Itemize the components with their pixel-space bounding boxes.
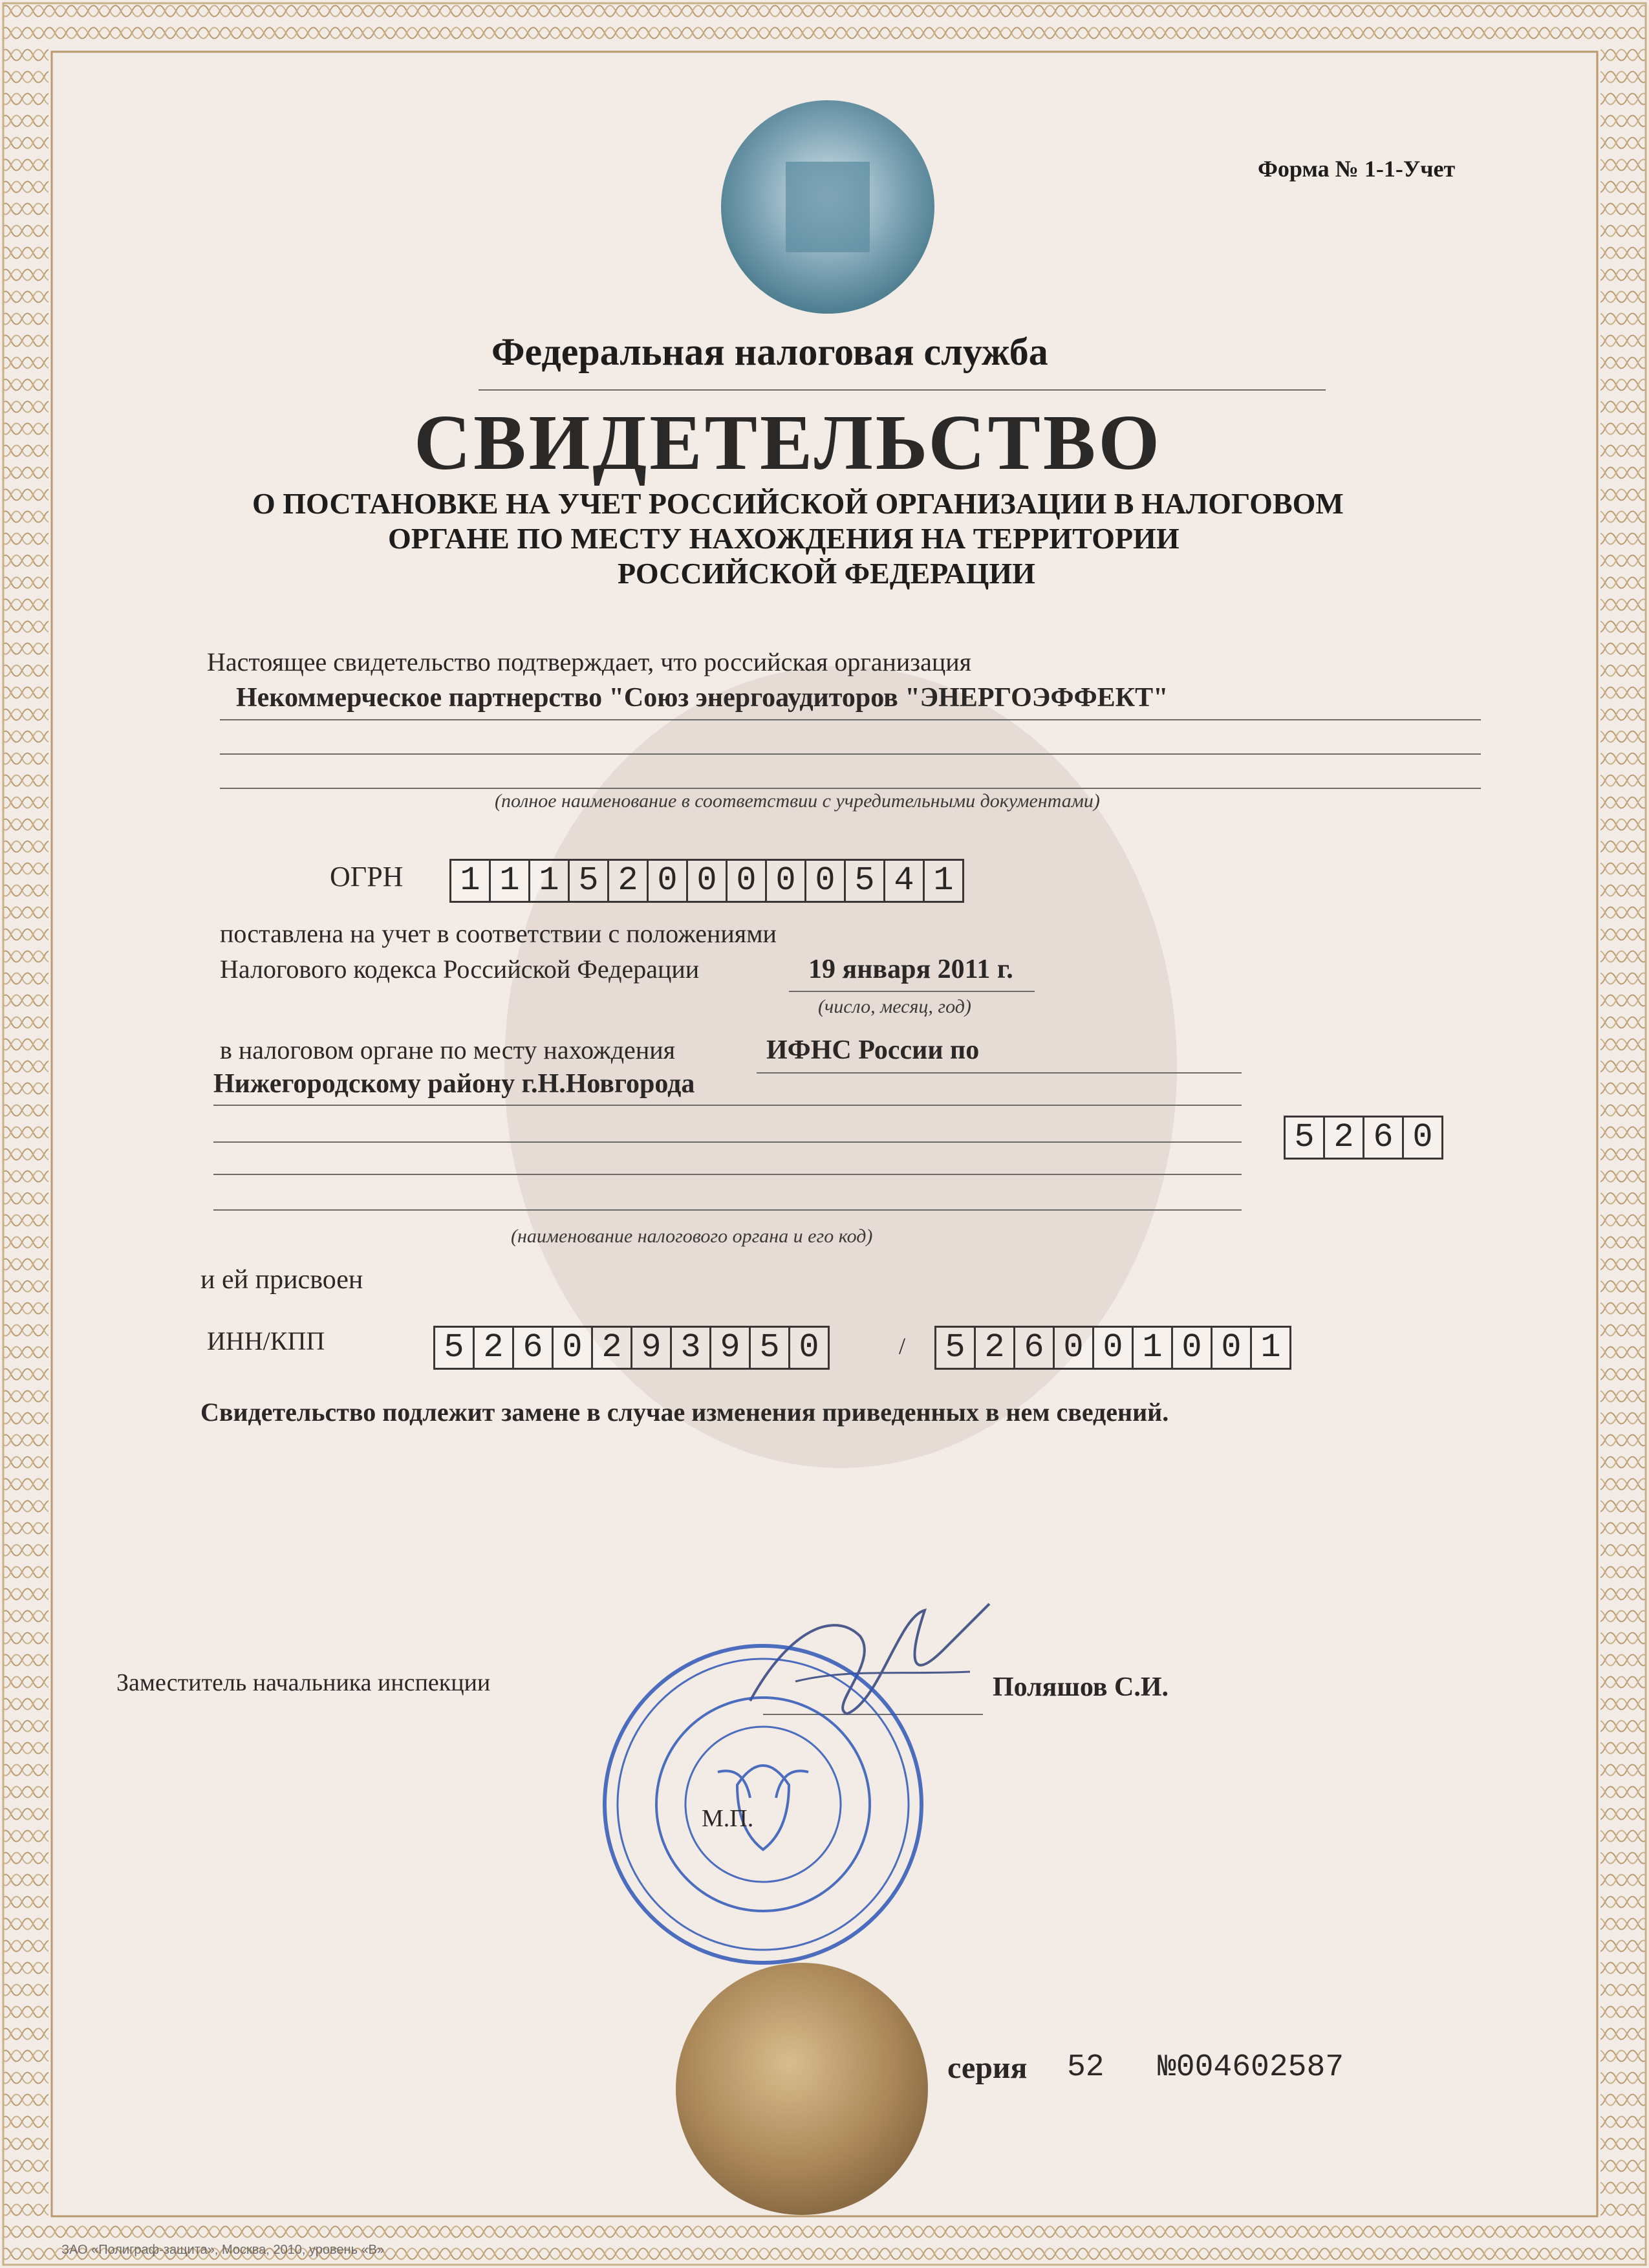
replacement-notice: Свидетельство подлежит замене в случае изменения приведенных в нем сведений. bbox=[200, 1398, 1169, 1427]
agency-name: Федеральная налоговая служба bbox=[491, 330, 1048, 373]
subtitle-line-1: О ПОСТАНОВКЕ НА УЧЕТ РОССИЙСКОЙ ОРГАНИЗАЦИИ В НАЛОГОВОМ bbox=[252, 487, 1344, 520]
registration-date: 19 января 2011 г. bbox=[808, 955, 1013, 984]
kpp-digit: 6 bbox=[1013, 1326, 1055, 1370]
tax-office-line-1: ИФНС России по bbox=[766, 1035, 980, 1065]
inn-digit-boxes bbox=[433, 1326, 828, 1367]
inn-digit: 9 bbox=[709, 1326, 751, 1370]
embossed-seal bbox=[676, 1963, 928, 2215]
kpp-digit: 2 bbox=[974, 1326, 1015, 1370]
certificate-number: №004602587 bbox=[1158, 2050, 1344, 2085]
ogrn-digit: 0 bbox=[765, 859, 806, 903]
ogrn-digit: 2 bbox=[607, 859, 649, 903]
document-title: СВИДЕТЕЛЬСТВО bbox=[414, 399, 1163, 486]
kpp-digit: 1 bbox=[1250, 1326, 1291, 1370]
subtitle-line-2: ОРГАНЕ ПО МЕСТУ НАХОЖДЕНИЯ НА ТЕРРИТОРИИ bbox=[388, 522, 1180, 555]
ogrn-digit: 1 bbox=[449, 859, 491, 903]
ogrn-digit: 4 bbox=[883, 859, 925, 903]
intro-text: Настоящее свидетельство подтверждает, что российская организация bbox=[207, 647, 972, 676]
tax-office-code-digit: 2 bbox=[1323, 1116, 1364, 1160]
inn-digit: 2 bbox=[591, 1326, 632, 1370]
inn-digit: 0 bbox=[788, 1326, 830, 1370]
registered-line-1: поставлена на учет в соответствии с положениями bbox=[220, 919, 777, 948]
series-label: серия bbox=[947, 2051, 1028, 2085]
kpp-digit: 0 bbox=[1053, 1326, 1094, 1370]
ogrn-digit: 0 bbox=[804, 859, 846, 903]
tax-office-caption: (наименование налогового органа и его код) bbox=[511, 1226, 873, 1247]
inn-kpp-separator: / bbox=[899, 1333, 906, 1359]
stamp-place-mark: М.П. bbox=[702, 1805, 754, 1832]
ogrn-digit: 0 bbox=[726, 859, 767, 903]
inn-kpp-label: ИНН/КПП bbox=[207, 1326, 325, 1355]
inn-digit: 0 bbox=[552, 1326, 593, 1370]
ogrn-digit-boxes bbox=[449, 859, 962, 900]
organization-caption: (полное наименование в соответствии с учредительными документами) bbox=[495, 790, 1100, 812]
kpp-digit: 0 bbox=[1171, 1326, 1212, 1370]
printer-imprint: ЗАО «Полиграф-защита», Москва, 2010, уровень «В» bbox=[61, 2243, 385, 2257]
tax-office-line-2: Нижегородскому району г.Н.Новгорода bbox=[213, 1069, 695, 1099]
ogrn-digit: 5 bbox=[844, 859, 885, 903]
tax-office-code-digit: 0 bbox=[1402, 1116, 1443, 1160]
signer-name: Поляшов С.И. bbox=[993, 1672, 1169, 1702]
date-caption: (число, месяц, год) bbox=[818, 996, 971, 1017]
kpp-digit-boxes bbox=[934, 1326, 1289, 1367]
form-number: Форма № 1-1-Учет bbox=[1258, 156, 1456, 182]
ogrn-digit: 1 bbox=[923, 859, 964, 903]
ogrn-label: ОГРН bbox=[330, 861, 404, 892]
subtitle-line-3: РОССИЙСКОЙ ФЕДЕРАЦИИ bbox=[618, 557, 1035, 590]
kpp-digit: 0 bbox=[1211, 1326, 1252, 1370]
registered-line-2: Налогового кодекса Российской Федерации bbox=[220, 955, 700, 984]
tax-office-code-boxes bbox=[1284, 1116, 1441, 1157]
tax-office-code-digit: 6 bbox=[1363, 1116, 1404, 1160]
ogrn-digit: 0 bbox=[686, 859, 727, 903]
ogrn-digit: 1 bbox=[489, 859, 530, 903]
assigned-text: и ей присвоен bbox=[200, 1265, 363, 1295]
signer-title: Заместитель начальника инспекции bbox=[116, 1669, 491, 1696]
ogrn-digit: 1 bbox=[528, 859, 570, 903]
inn-digit: 2 bbox=[473, 1326, 514, 1370]
official-stamp bbox=[595, 1636, 931, 1972]
inn-digit: 5 bbox=[749, 1326, 790, 1370]
ogrn-digit: 0 bbox=[647, 859, 688, 903]
ogrn-digit: 5 bbox=[568, 859, 609, 903]
inn-digit: 3 bbox=[670, 1326, 711, 1370]
tax-office-code-digit: 5 bbox=[1284, 1116, 1325, 1160]
kpp-digit: 0 bbox=[1092, 1326, 1134, 1370]
kpp-digit: 1 bbox=[1132, 1326, 1173, 1370]
inn-digit: 5 bbox=[433, 1326, 475, 1370]
tax-office-prefix: в налоговом органе по месту нахождения bbox=[220, 1035, 676, 1064]
organization-name: Некоммерческое партнерство "Союз энергоаудиторов "ЭНЕРГОЭФФЕКТ" bbox=[236, 683, 1169, 713]
inn-digit: 9 bbox=[630, 1326, 672, 1370]
kpp-digit: 5 bbox=[934, 1326, 976, 1370]
inn-digit: 6 bbox=[512, 1326, 554, 1370]
series-value: 52 bbox=[1067, 2050, 1105, 2085]
